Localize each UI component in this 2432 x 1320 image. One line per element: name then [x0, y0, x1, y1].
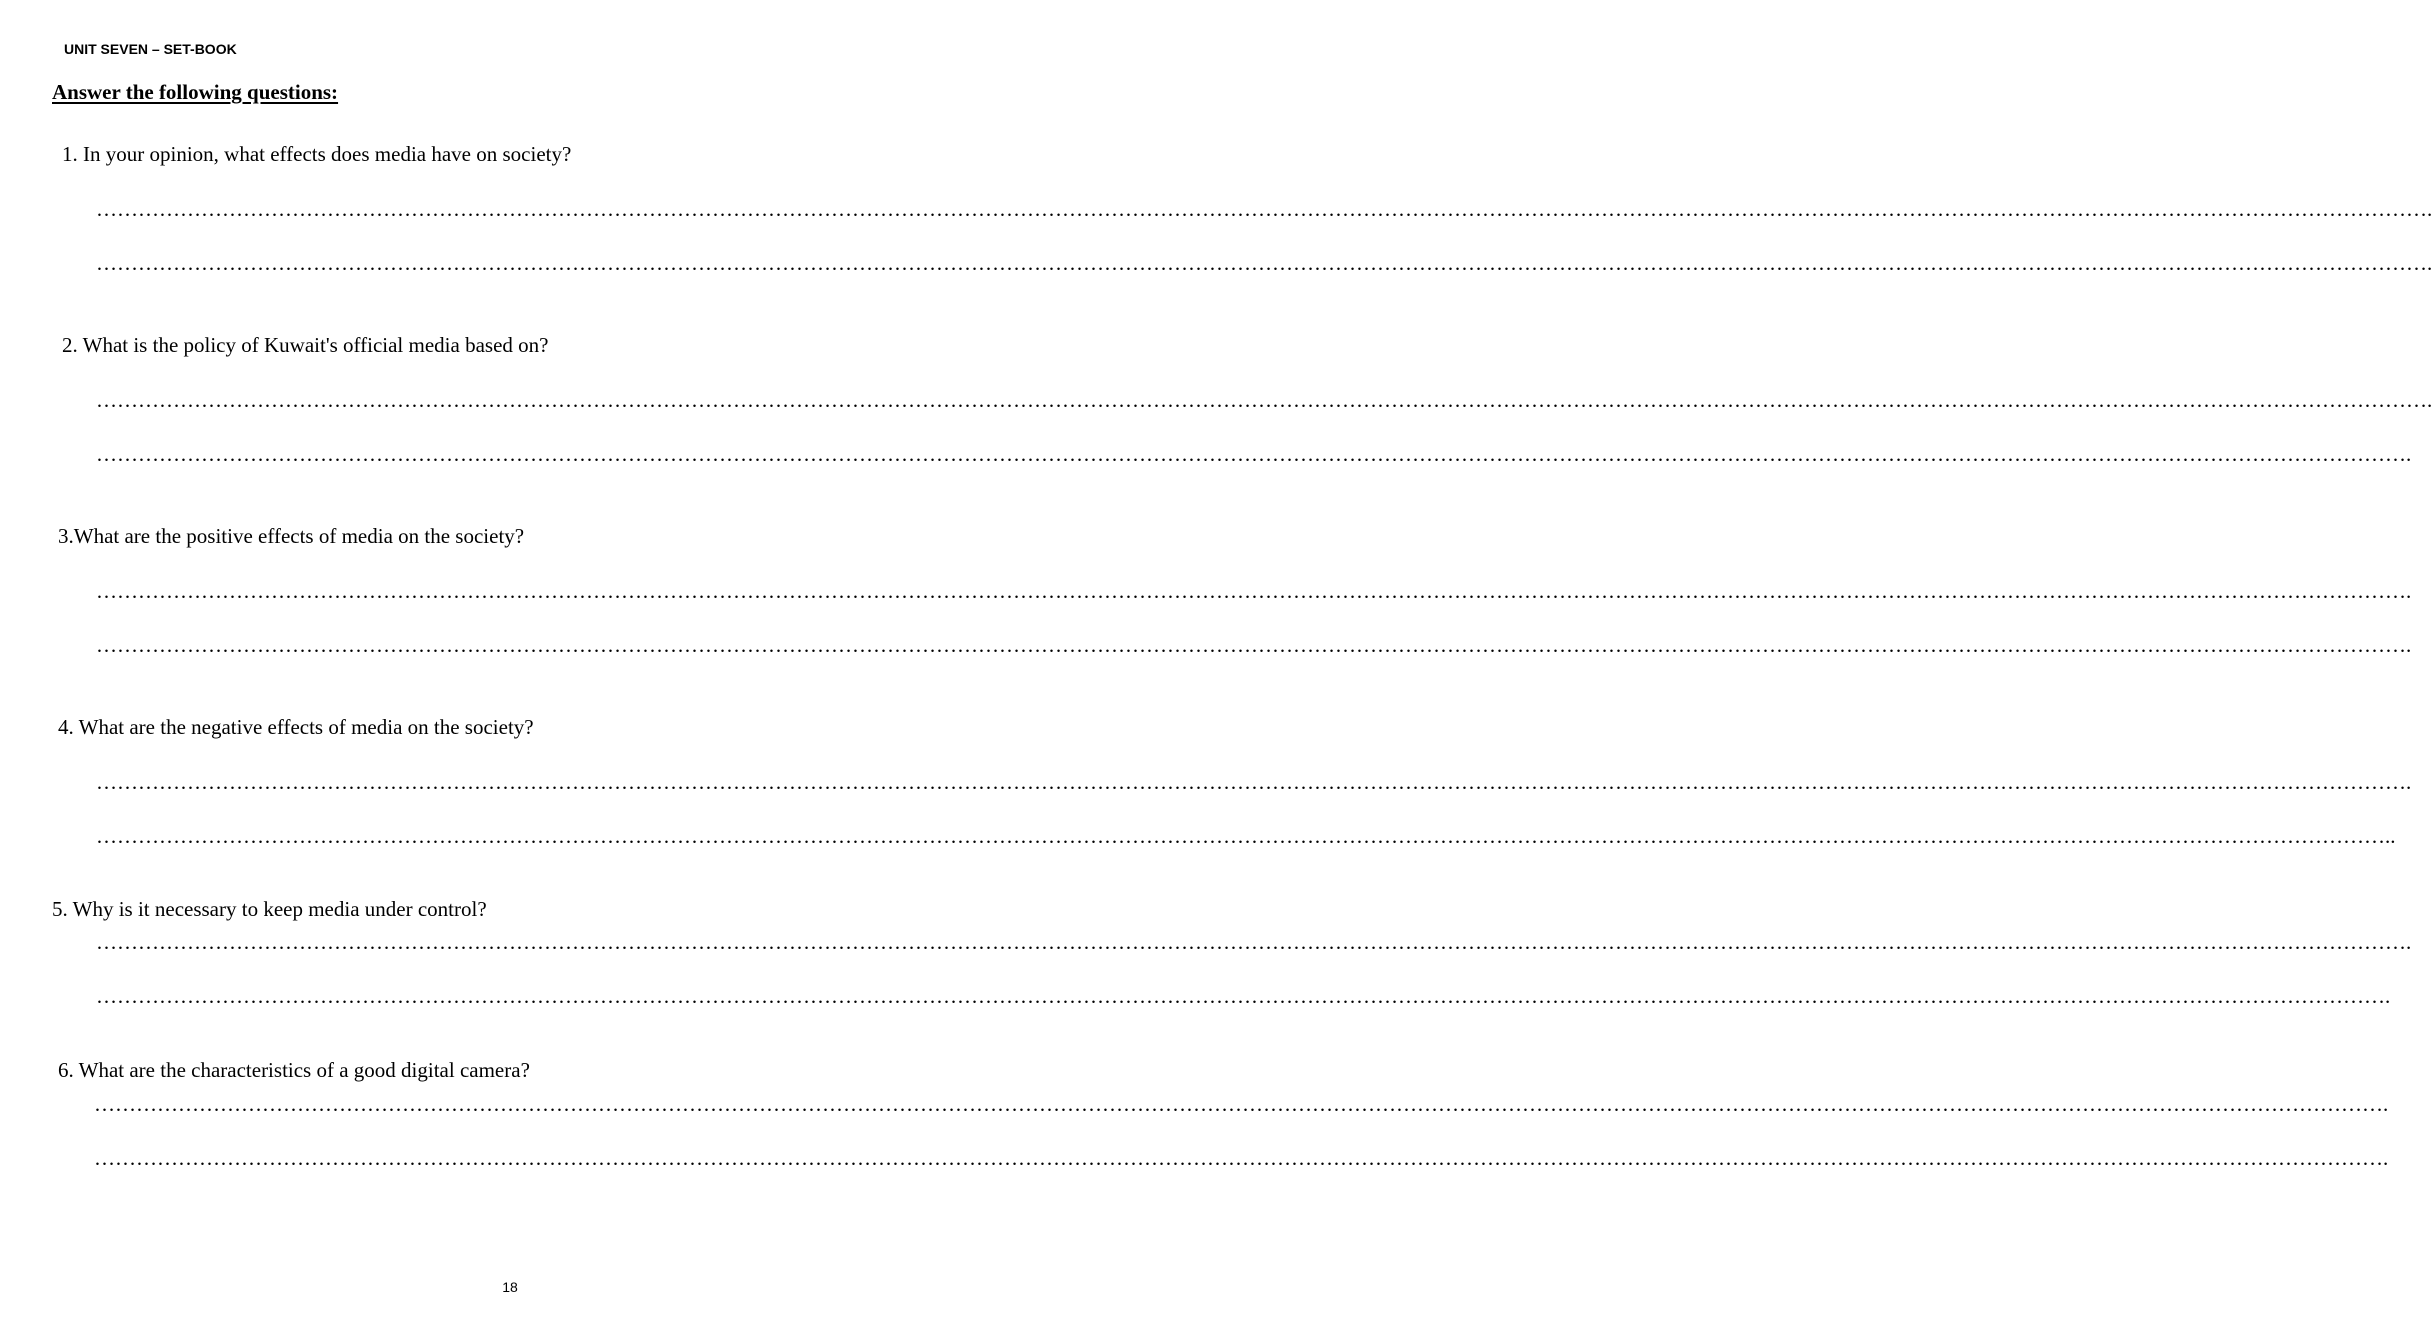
question-4: 4. What are the negative effects of media on the society?: [58, 715, 534, 739]
answer-line-4a: …………………………………………………………………………………………………………………………………………………………………………………………………………………………………………………………………………………………………….: [96, 770, 2412, 794]
answer-line-5b: ………………………………………………………………………………………………………………………………………………………………………………………………………………………………………………………………………………………………….: [96, 984, 2391, 1008]
answer-line-2b: …………………………………………………………………………………………………………………………………………………………………………………………………………………………………………………………………………………………………….: [96, 442, 2412, 466]
question-5: 5. Why is it necessary to keep media under control?: [52, 897, 487, 921]
answer-line-5a: …………………………………………………………………………………………………………………………………………………………………………………………………………………………………………………………………………………………………….: [96, 930, 2412, 954]
answer-line-6b: ………………………………………………………………………………………………………………………………………………………………………………………………………………………………………………………………………………………………….: [94, 1146, 2389, 1170]
question-2: 2. What is the policy of Kuwait's official media based on?: [62, 333, 549, 357]
answer-line-3a: …………………………………………………………………………………………………………………………………………………………………………………………………………………………………………………………………………………………………….: [96, 579, 2412, 603]
unit-title: UNIT SEVEN – SET-BOOK: [64, 41, 237, 57]
answer-line-6a: ………………………………………………………………………………………………………………………………………………………………………………………………………………………………………………………………………………………………….: [94, 1092, 2389, 1116]
answer-line-1b: ……………………………………………………………………………………………………………………………………………………………………………………………………………………………………………………………………………………………………….: [96, 251, 2432, 275]
question-3: 3.What are the positive effects of media on the society?: [58, 524, 525, 548]
answer-line-1a: ……………………………………………………………………………………………………………………………………………………………………………………………………………………………………………………………………………………………………….: [96, 197, 2432, 221]
answer-line-4b: …………………………………………………………………………………………………………………………………………………………………………………………………………………………………………………………………………………………………..: [96, 824, 2396, 848]
answer-line-3b: …………………………………………………………………………………………………………………………………………………………………………………………………………………………………………………………………………………………………….: [96, 633, 2412, 657]
question-1: 1. In your opinion, what effects does media have on society?: [62, 142, 572, 166]
page-number: 18: [502, 1279, 518, 1295]
question-6: 6. What are the characteristics of a good digital camera?: [58, 1058, 530, 1082]
instruction-heading: Answer the following questions:: [52, 80, 339, 104]
answer-line-2a: ……………………………………………………………………………………………………………………………………………………………………………………………………………………………………………………………………………………………………….: [96, 388, 2432, 412]
